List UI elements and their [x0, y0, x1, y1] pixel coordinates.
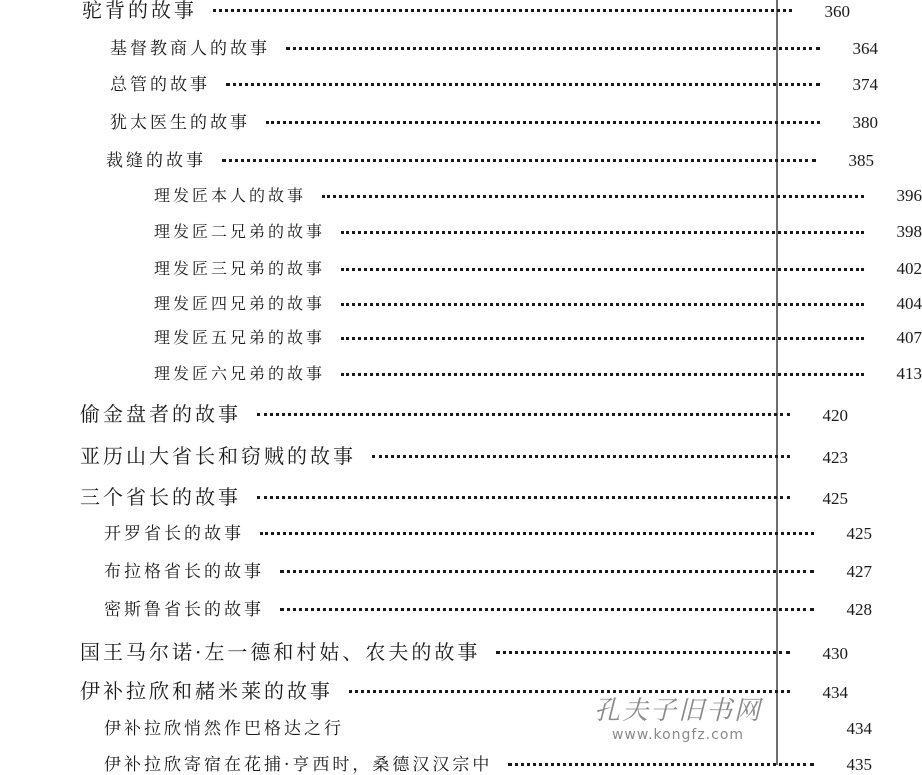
leader-dots [213, 9, 792, 12]
toc-entry-title: 犹太医生的故事 [110, 113, 250, 133]
toc-entry-title: 裁缝的故事 [106, 151, 206, 171]
toc-entry-page: 380 [852, 113, 878, 132]
toc-entry-title: 国王马尔诺·左一德和村姑、农夫的故事 [80, 640, 481, 664]
toc-entry-title: 基督教商人的故事 [110, 39, 270, 59]
leader-dots [372, 455, 790, 458]
watermark [594, 690, 762, 743]
toc-entry [0, 219, 922, 242]
watermark-url: www.kongfz.com [611, 727, 745, 743]
leader-dots [266, 121, 820, 124]
toc-entry [0, 70, 878, 95]
toc-entry-title: 布拉格省长的故事 [104, 562, 264, 582]
toc-entry-page: 396 [896, 186, 922, 205]
toc-entry-page: 428 [846, 600, 872, 619]
toc-entry-page: 398 [896, 222, 922, 241]
leader-dots [341, 337, 864, 340]
toc-entry-page: 434 [846, 719, 872, 738]
toc-entry [0, 750, 872, 775]
toc-entry [0, 183, 922, 206]
toc-entry [0, 595, 872, 620]
toc-entry-title: 理发匠六兄弟的故事 [154, 364, 326, 383]
toc-entry-title: 三个省长的故事 [80, 485, 241, 509]
toc-entry-title: 亚历山大省长和窃贼的故事 [80, 444, 356, 468]
watermark-logo: 孔夫子旧书网 [593, 696, 762, 726]
toc-entry [0, 291, 922, 314]
toc-entry [0, 398, 848, 427]
leader-dots [341, 268, 864, 271]
toc-entry-page: 434 [822, 683, 848, 702]
toc-entry-title: 密斯鲁省长的故事 [104, 600, 264, 620]
leader-dots [322, 195, 864, 198]
toc-entry-title: 总管的故事 [110, 75, 210, 95]
toc-entry-title: 理发匠四兄弟的故事 [154, 294, 326, 313]
leader-dots [226, 83, 820, 86]
toc-entry-page: 385 [848, 151, 874, 170]
toc-entry-page: 413 [896, 364, 922, 383]
leader-dots [257, 413, 790, 416]
leader-dots [496, 651, 790, 654]
leader-dots [341, 373, 864, 376]
leader-dots [280, 608, 814, 611]
toc-entry-title: 开罗省长的故事 [104, 524, 244, 544]
toc-entry-title: 驼背的故事 [82, 0, 197, 22]
toc-entry-page: 425 [822, 489, 848, 508]
toc-entry-page: 427 [846, 562, 872, 581]
toc-entry-title: 理发匠本人的故事 [154, 186, 307, 205]
toc-entry-page: 435 [846, 755, 872, 774]
toc-entry-title: 伊补拉欣寄宿在花捕·亨西时，桑德汉汉宗中 [104, 755, 493, 775]
toc-entry-title: 偷金盘者的故事 [80, 402, 241, 426]
toc-entry-page: 423 [822, 448, 848, 467]
leader-dots [222, 159, 816, 162]
toc-entry-page: 402 [896, 259, 922, 278]
toc-entry-page: 430 [822, 644, 848, 663]
toc-entry-page: 404 [896, 294, 922, 313]
toc-entry-title: 理发匠二兄弟的故事 [154, 222, 326, 241]
leader-dots [280, 570, 814, 573]
leader-dots [286, 47, 820, 50]
toc-entry [0, 325, 922, 348]
leader-dots [257, 496, 790, 499]
toc-entry-page: 425 [846, 524, 872, 543]
leader-dots [508, 763, 814, 766]
leader-dots [260, 532, 814, 535]
toc-entry [0, 519, 872, 544]
toc-entry-page: 364 [852, 39, 878, 58]
toc-entry [0, 146, 874, 171]
toc-entry [0, 34, 878, 59]
leader-dots [341, 303, 864, 306]
toc-entry [0, 361, 922, 384]
toc-entry [0, 636, 848, 665]
toc-entry [0, 481, 848, 510]
leader-dots [341, 231, 864, 234]
toc-entry-page: 374 [852, 75, 878, 94]
toc-entry [0, 0, 850, 23]
toc-entry [0, 256, 922, 279]
toc-entry-title: 伊补拉欣和赭米莱的故事 [80, 679, 333, 703]
toc-entry-title: 理发匠五兄弟的故事 [154, 328, 326, 347]
toc-entry-page: 407 [896, 328, 922, 347]
toc-entry [0, 557, 872, 582]
toc-entry [0, 440, 848, 469]
toc-entry-page: 360 [824, 2, 850, 21]
toc-entry [0, 108, 878, 133]
toc-entry-title: 伊补拉欣悄然作巴格达之行 [104, 719, 344, 739]
toc-entry-page: 420 [822, 406, 848, 425]
toc-entry-title: 理发匠三兄弟的故事 [154, 259, 326, 278]
